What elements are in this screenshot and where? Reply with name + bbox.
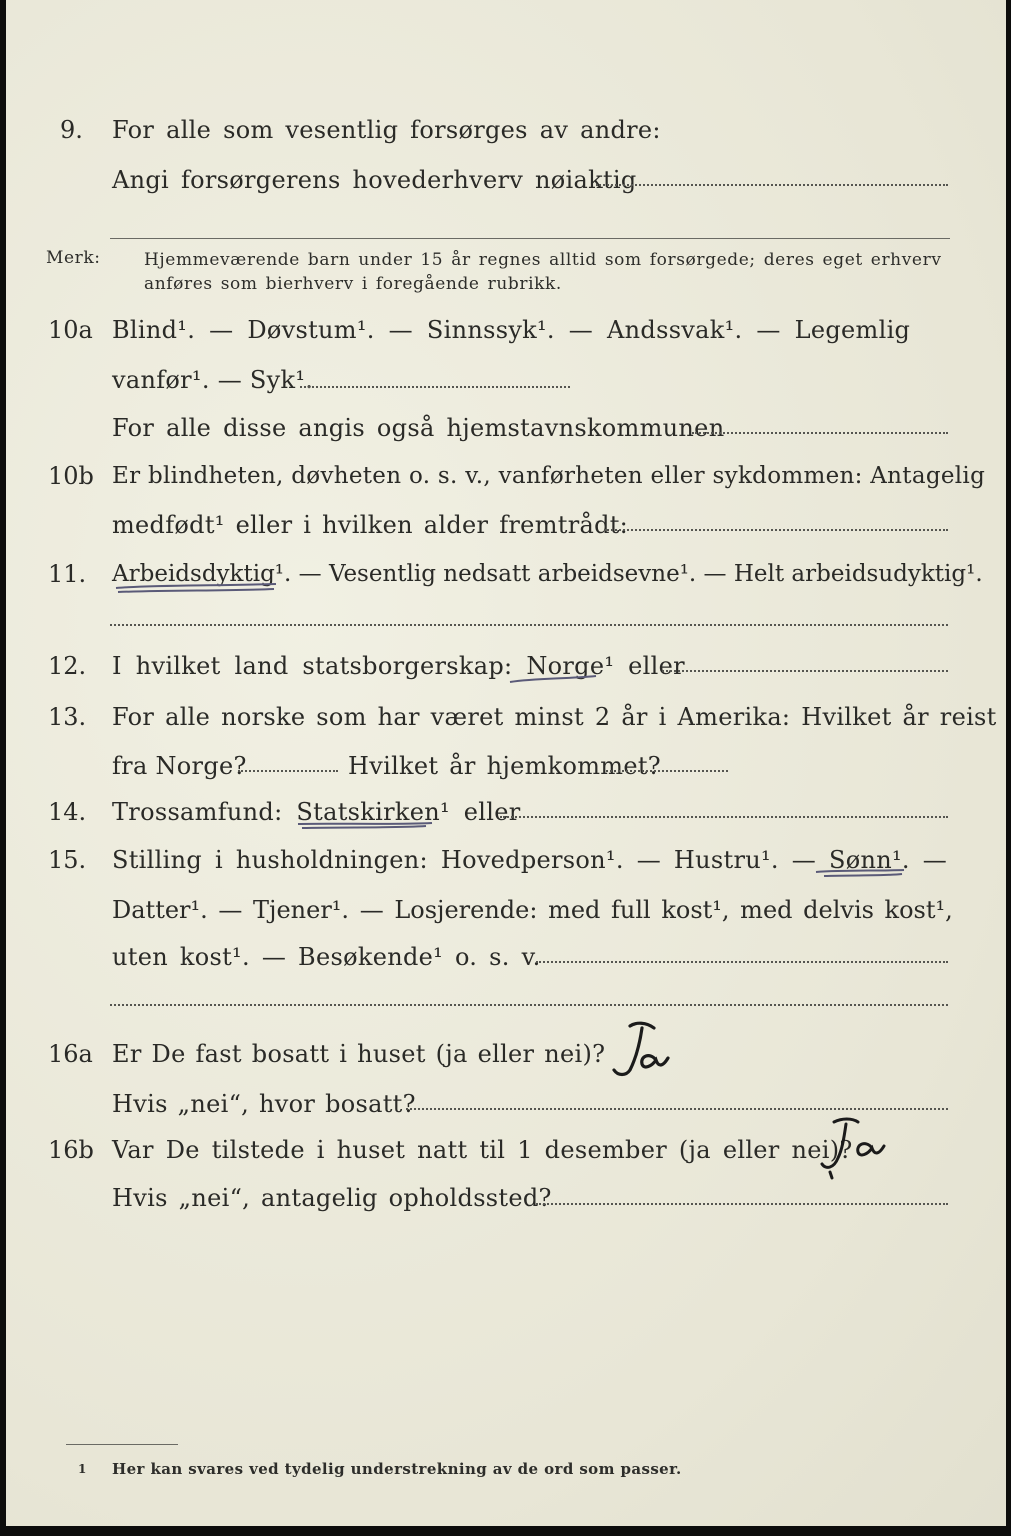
q13-departed-line[interactable]	[238, 770, 338, 772]
q14-number: 14.	[48, 798, 87, 826]
q16a-residence-line[interactable]	[406, 1108, 948, 1110]
q9-number: 9.	[60, 116, 83, 144]
q15-line3: uten kost¹. — Besøkende¹ o. s. v.	[112, 943, 541, 971]
q15-answer-line[interactable]	[536, 961, 948, 963]
merk-line2: anføres som bierhverv i foregående rubrikk.	[144, 274, 562, 294]
q11-extra-line[interactable]	[110, 624, 948, 626]
q13-line2a: fra Norge?	[112, 752, 247, 780]
footnote-mark: 1	[78, 1462, 87, 1476]
q10a-line3: For alle disse angis også hjemstavnskommunen	[112, 414, 725, 442]
q16b-number: 16b	[48, 1136, 94, 1164]
census-form-page	[6, 0, 1006, 1526]
q15-line2: Datter¹. — Tjener¹. — Losjerende: med full kost¹, med delvis kost¹,	[112, 896, 953, 924]
q16b-location-line[interactable]	[536, 1203, 948, 1205]
q14-answer-line[interactable]	[500, 816, 948, 818]
q12-line1: I hvilket land statsborgerskap: Norge¹ eller	[112, 652, 685, 680]
q10a-line2: vanfør¹. — Syk¹.	[112, 366, 314, 394]
q10a-hometown-line[interactable]	[692, 432, 948, 434]
q9-answer-line[interactable]	[596, 184, 948, 186]
q15-underline-mark	[814, 866, 910, 880]
q12-answer-line[interactable]	[662, 670, 948, 672]
footnote-rule	[66, 1444, 178, 1445]
q10b-line2: medfødt¹ eller i hvilken alder fremtrådt:	[112, 511, 629, 539]
q10b-line1: Er blindheten, døvheten o. s. v., vanførheten eller sykdommen: Antagelig	[112, 463, 986, 489]
merk-line1: Hjemmeværende barn under 15 år regnes alltid som forsørgede; deres eget erhverv	[144, 250, 942, 270]
q16b-line2: Hvis „nei“, antagelig opholdssted?	[112, 1184, 552, 1212]
q13-returned-line[interactable]	[606, 770, 728, 772]
q10a-line1: Blind¹. — Døvstum¹. — Sinnssyk¹. — Andssvak¹. — Legemlig	[112, 316, 911, 344]
q13-line1: For alle norske som har været minst 2 år i Amerika: Hvilket år reist	[112, 703, 997, 731]
q16b-handwritten-answer	[812, 1112, 902, 1182]
q12-underline-mark	[506, 672, 600, 686]
q10a-number: 10a	[48, 316, 93, 344]
q16a-number: 16a	[48, 1040, 93, 1068]
q16b-line1: Var De tilstede i huset natt til 1 desember (ja eller nei)?	[112, 1136, 853, 1164]
q10b-answer-line[interactable]	[604, 529, 948, 531]
q11-number: 11.	[48, 560, 87, 588]
q14-line1: Trossamfund: Statskirken¹ eller	[112, 798, 521, 826]
q13-line2b: Hvilket år hjemkommet?	[348, 752, 661, 780]
merk-label: Merk:	[46, 248, 101, 268]
q13-number: 13.	[48, 703, 87, 731]
q14-underline-mark	[296, 818, 436, 832]
q16a-line1: Er De fast bosatt i huset (ja eller nei)?	[112, 1040, 606, 1068]
q9-line1: For alle som vesentlig forsørges av andre:	[112, 116, 661, 144]
q12-number: 12.	[48, 652, 87, 680]
q15-number: 15.	[48, 846, 87, 874]
q15-line1: Stilling i husholdningen: Hovedperson¹. — Hustru¹. — Sønn¹. —	[112, 846, 948, 874]
q10a-answer-line[interactable]	[300, 386, 570, 388]
q16a-handwritten-answer	[590, 1018, 686, 1088]
q11-line1: Arbeidsdyktig¹. — Vesentlig nedsatt arbeidsevne¹. — Helt arbeidsudyktig¹.	[112, 561, 983, 587]
q9-line2: Angi forsørgerens hovederhverv nøiaktig	[112, 166, 637, 194]
q16a-line2: Hvis „nei“, hvor bosatt?	[112, 1090, 416, 1118]
q15-extra-line[interactable]	[110, 1004, 948, 1006]
divider-rule	[110, 238, 950, 239]
q11-underline-mark	[114, 580, 280, 594]
q10b-number: 10b	[48, 462, 94, 490]
footnote-text: Her kan svares ved tydelig understrekning av de ord som passer.	[112, 1460, 682, 1478]
